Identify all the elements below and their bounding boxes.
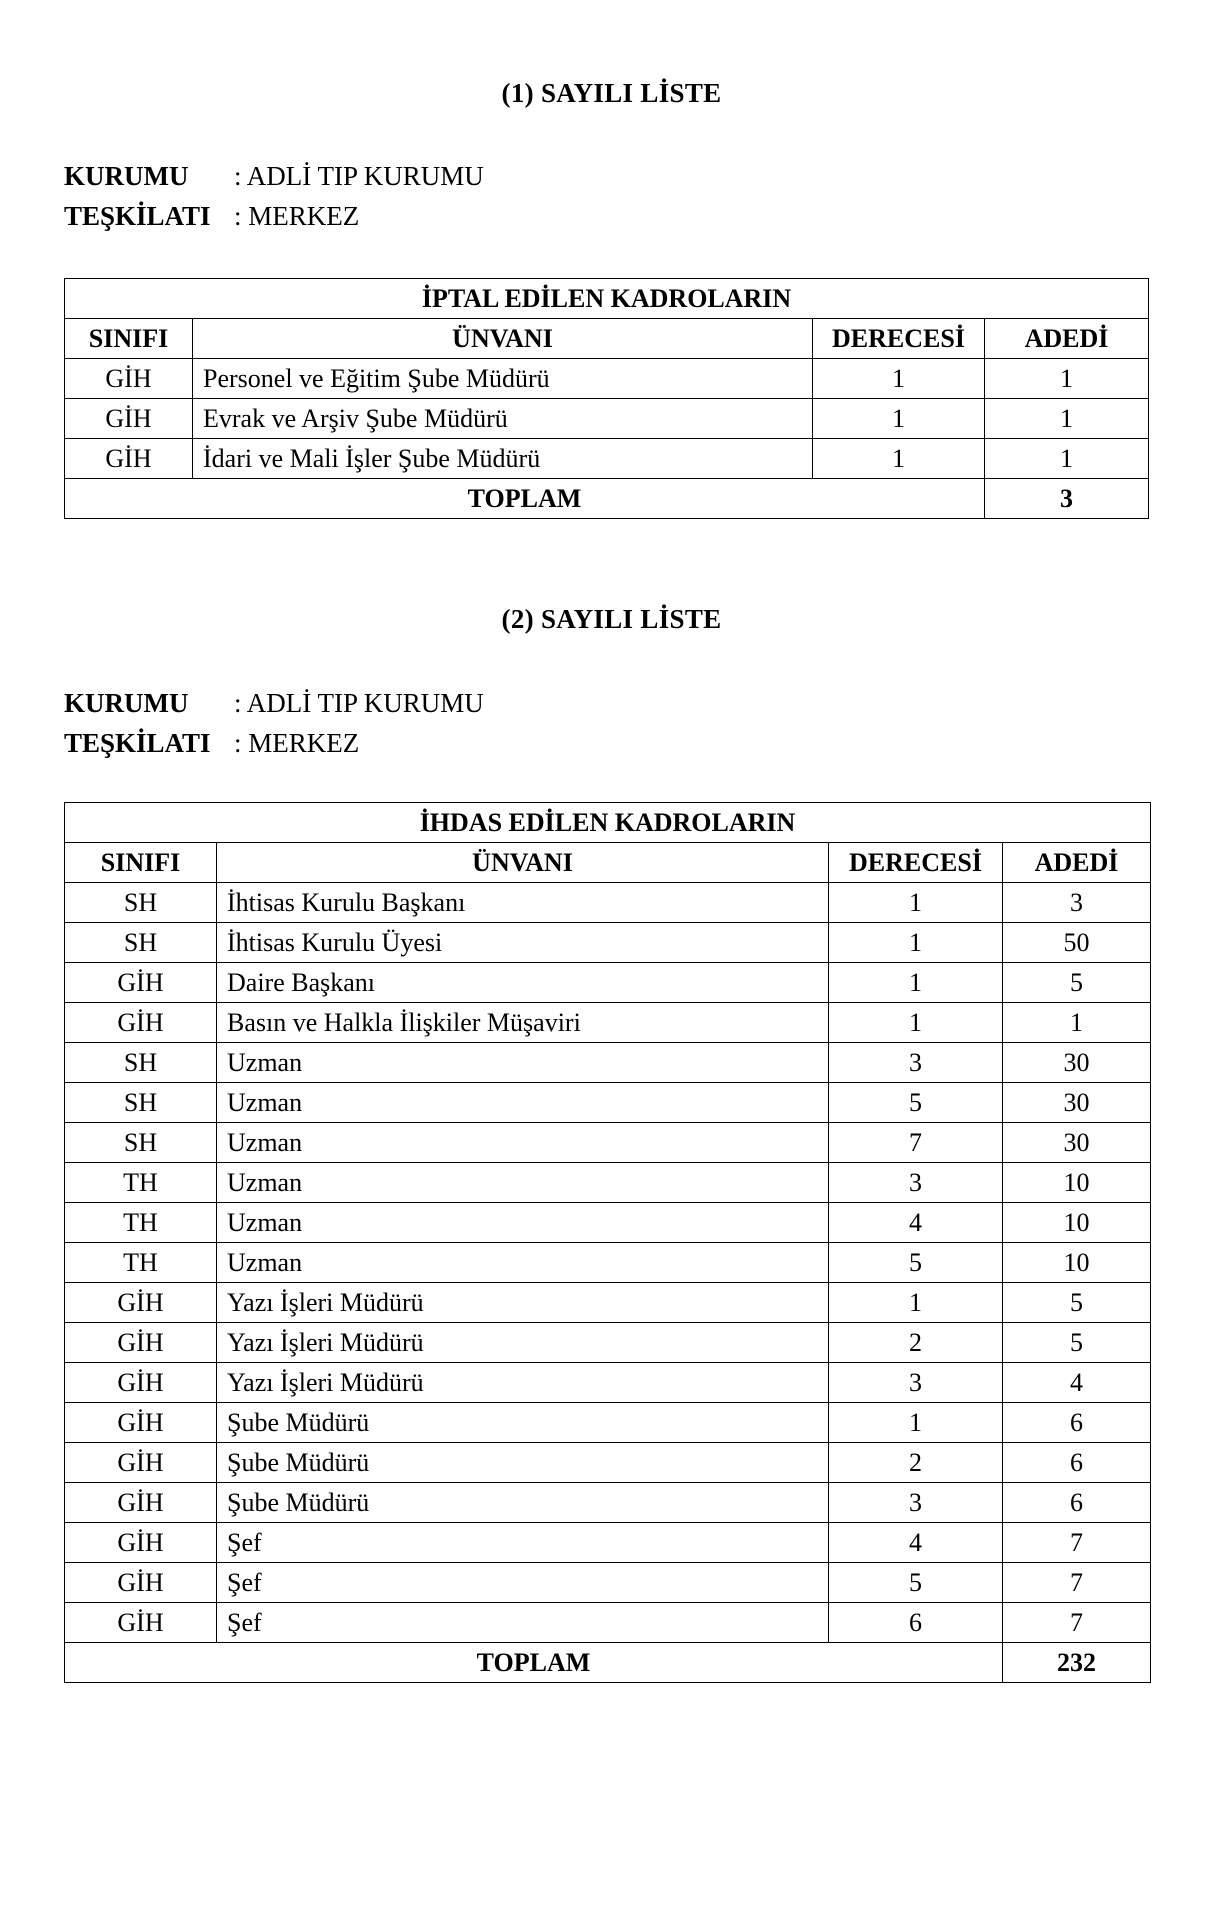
sinifi-cell: TH: [65, 1203, 217, 1243]
table-row: [65, 399, 1149, 439]
adedi-cell: 6: [1003, 1403, 1151, 1443]
sinifi-cell: SH: [65, 1083, 217, 1123]
adedi-cell: 7: [1003, 1523, 1151, 1563]
list2-total-label: TOPLAM: [65, 1643, 1003, 1683]
adedi-cell: 50: [1003, 923, 1151, 963]
table-row: [65, 1123, 1151, 1163]
adedi-cell: 30: [1003, 1083, 1151, 1123]
sinifi-cell: GİH: [65, 399, 193, 439]
unvani-cell: Basın ve Halkla İlişkiler Müşaviri: [217, 1003, 829, 1043]
derecesi-cell: 6: [829, 1603, 1003, 1643]
sinifi-cell: GİH: [65, 1523, 217, 1563]
list1-col-unvani: ÜNVANI: [193, 319, 813, 359]
table-row: [65, 1563, 1151, 1603]
unvani-cell: Personel ve Eğitim Şube Müdürü: [193, 359, 813, 399]
list2-teskilati-row: [64, 723, 484, 763]
sinifi-cell: GİH: [65, 1483, 217, 1523]
list1-kurumu-row: [64, 156, 484, 196]
sinifi-cell: GİH: [65, 1603, 217, 1643]
derecesi-cell: 5: [829, 1243, 1003, 1283]
list2-col-adedi: ADEDİ: [1003, 843, 1151, 883]
derecesi-cell: 3: [829, 1483, 1003, 1523]
unvani-cell: Uzman: [217, 1203, 829, 1243]
list2-teskilati-label: TEŞKİLATI: [64, 728, 211, 758]
derecesi-cell: 2: [829, 1443, 1003, 1483]
table-row: [65, 1403, 1151, 1443]
table-row: [65, 1243, 1151, 1283]
table-row: [65, 883, 1151, 923]
adedi-cell: 10: [1003, 1243, 1151, 1283]
sinifi-cell: GİH: [65, 963, 217, 1003]
adedi-cell: 5: [1003, 1323, 1151, 1363]
sinifi-cell: GİH: [65, 439, 193, 479]
unvani-cell: Yazı İşleri Müdürü: [217, 1363, 829, 1403]
list1-total-value: 3: [985, 479, 1149, 519]
table-row: [65, 923, 1151, 963]
table-row: [65, 1443, 1151, 1483]
adedi-cell: 7: [1003, 1603, 1151, 1643]
adedi-cell: 1: [985, 439, 1149, 479]
derecesi-cell: 1: [813, 439, 985, 479]
sinifi-cell: GİH: [65, 1323, 217, 1363]
list2-total-row: [65, 1643, 1151, 1683]
table-row: [65, 1363, 1151, 1403]
adedi-cell: 5: [1003, 1283, 1151, 1323]
unvani-cell: İdari ve Mali İşler Şube Müdürü: [193, 439, 813, 479]
table-row: [65, 1003, 1151, 1043]
derecesi-cell: 1: [829, 1003, 1003, 1043]
unvani-cell: Uzman: [217, 1243, 829, 1283]
table-row: [65, 963, 1151, 1003]
list2-col-unvani: ÜNVANI: [217, 843, 829, 883]
adedi-cell: 1: [985, 399, 1149, 439]
list2-teskilati-value: : MERKEZ: [234, 728, 360, 758]
list2-kurumu-label: KURUMU: [64, 688, 189, 718]
sinifi-cell: GİH: [65, 1443, 217, 1483]
derecesi-cell: 4: [829, 1523, 1003, 1563]
derecesi-cell: 1: [829, 963, 1003, 1003]
unvani-cell: Uzman: [217, 1123, 829, 1163]
list1-teskilati-value: : MERKEZ: [234, 201, 360, 231]
table-row: [65, 1483, 1151, 1523]
list1-table-caption: İPTAL EDİLEN KADROLARIN: [65, 279, 1149, 319]
adedi-cell: 7: [1003, 1563, 1151, 1603]
list2-col-derecesi: DERECESİ: [829, 843, 1003, 883]
sinifi-cell: GİH: [65, 1283, 217, 1323]
derecesi-cell: 1: [813, 399, 985, 439]
adedi-cell: 6: [1003, 1443, 1151, 1483]
table-row: [65, 1043, 1151, 1083]
derecesi-cell: 1: [829, 923, 1003, 963]
unvani-cell: Daire Başkanı: [217, 963, 829, 1003]
derecesi-cell: 7: [829, 1123, 1003, 1163]
unvani-cell: Evrak ve Arşiv Şube Müdürü: [193, 399, 813, 439]
list1-teskilati-label: TEŞKİLATI: [64, 201, 211, 231]
list1-col-adedi: ADEDİ: [985, 319, 1149, 359]
list1-title: (1) SAYILI LİSTE: [501, 78, 722, 108]
sinifi-cell: GİH: [65, 1563, 217, 1603]
unvani-cell: Yazı İşleri Müdürü: [217, 1323, 829, 1363]
sinifi-cell: SH: [65, 1123, 217, 1163]
sinifi-cell: TH: [65, 1243, 217, 1283]
sinifi-cell: SH: [65, 923, 217, 963]
table-row: [65, 1603, 1151, 1643]
list2-kurumu-row: [64, 683, 484, 723]
sinifi-cell: TH: [65, 1163, 217, 1203]
list2-kurumu-value: : ADLİ TIP KURUMU: [234, 688, 484, 718]
derecesi-cell: 4: [829, 1203, 1003, 1243]
list2-total-value: 232: [1003, 1643, 1151, 1683]
list1-kurumu-value: : ADLİ TIP KURUMU: [234, 161, 484, 191]
unvani-cell: Şube Müdürü: [217, 1403, 829, 1443]
sinifi-cell: GİH: [65, 1403, 217, 1443]
unvani-cell: Uzman: [217, 1043, 829, 1083]
list1-kurumu-label: KURUMU: [64, 161, 189, 191]
derecesi-cell: 3: [829, 1163, 1003, 1203]
unvani-cell: Yazı İşleri Müdürü: [217, 1283, 829, 1323]
sinifi-cell: SH: [65, 883, 217, 923]
unvani-cell: İhtisas Kurulu Üyesi: [217, 923, 829, 963]
derecesi-cell: 3: [829, 1363, 1003, 1403]
list1-total-row: [65, 479, 1149, 519]
adedi-cell: 10: [1003, 1163, 1151, 1203]
adedi-cell: 1: [1003, 1003, 1151, 1043]
adedi-cell: 30: [1003, 1043, 1151, 1083]
list2-table-body: [65, 883, 1151, 1643]
table-row: [65, 1203, 1151, 1243]
table-row: [65, 439, 1149, 479]
derecesi-cell: 1: [829, 883, 1003, 923]
list1-col-derecesi: DERECESİ: [813, 319, 985, 359]
derecesi-cell: 1: [829, 1283, 1003, 1323]
adedi-cell: 30: [1003, 1123, 1151, 1163]
sinifi-cell: GİH: [65, 1363, 217, 1403]
unvani-cell: Şef: [217, 1523, 829, 1563]
unvani-cell: Uzman: [217, 1083, 829, 1123]
unvani-cell: Şube Müdürü: [217, 1483, 829, 1523]
unvani-cell: İhtisas Kurulu Başkanı: [217, 883, 829, 923]
unvani-cell: Şube Müdürü: [217, 1443, 829, 1483]
derecesi-cell: 5: [829, 1563, 1003, 1603]
list2-meta: [64, 683, 484, 763]
unvani-cell: Uzman: [217, 1163, 829, 1203]
list2-col-sinifi: SINIFI: [65, 843, 217, 883]
adedi-cell: 3: [1003, 883, 1151, 923]
table-row: [65, 359, 1149, 399]
sinifi-cell: GİH: [65, 1003, 217, 1043]
table-row: [65, 1523, 1151, 1563]
list2-table: [64, 802, 1151, 1683]
sinifi-cell: SH: [65, 1043, 217, 1083]
derecesi-cell: 3: [829, 1043, 1003, 1083]
list1-total-label: TOPLAM: [65, 479, 985, 519]
unvani-cell: Şef: [217, 1563, 829, 1603]
derecesi-cell: 1: [829, 1403, 1003, 1443]
adedi-cell: 10: [1003, 1203, 1151, 1243]
list1-col-sinifi: SINIFI: [65, 319, 193, 359]
adedi-cell: 5: [1003, 963, 1151, 1003]
sinifi-cell: GİH: [65, 359, 193, 399]
table-row: [65, 1323, 1151, 1363]
adedi-cell: 4: [1003, 1363, 1151, 1403]
unvani-cell: Şef: [217, 1603, 829, 1643]
derecesi-cell: 1: [813, 359, 985, 399]
list1-table-body: [65, 359, 1149, 479]
table-row: [65, 1283, 1151, 1323]
adedi-cell: 1: [985, 359, 1149, 399]
list2-table-caption: İHDAS EDİLEN KADROLARIN: [65, 803, 1151, 843]
table-row: [65, 1163, 1151, 1203]
list1-table: [64, 278, 1149, 519]
derecesi-cell: 5: [829, 1083, 1003, 1123]
table-row: [65, 1083, 1151, 1123]
derecesi-cell: 2: [829, 1323, 1003, 1363]
list2-title: (2) SAYILI LİSTE: [501, 604, 722, 634]
list1-teskilati-row: [64, 196, 484, 236]
list1-meta: [64, 156, 484, 236]
adedi-cell: 6: [1003, 1483, 1151, 1523]
